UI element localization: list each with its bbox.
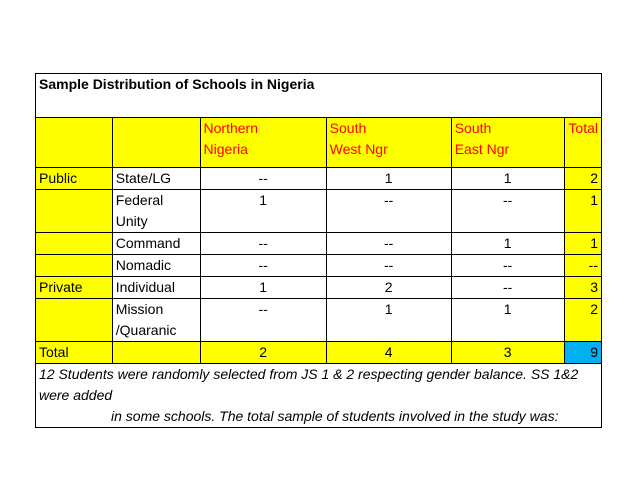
type-line: Unity: [115, 213, 148, 229]
type-line: Federal: [115, 192, 164, 208]
northern-cell: --: [200, 255, 326, 277]
total-row-empty: [112, 342, 200, 364]
southeast-cell: --: [451, 277, 564, 299]
table-row: [36, 190, 602, 233]
northern-cell: 1: [200, 277, 326, 299]
footnote: [36, 364, 602, 428]
southwest-cell: --: [326, 190, 451, 233]
type-cell: State/LG: [112, 168, 200, 190]
southwest-cell: 2: [326, 277, 451, 299]
total-cell: 3: [564, 277, 601, 299]
total-row-label: Total: [36, 342, 113, 364]
header-southwest-line1: South: [329, 120, 367, 136]
total-row: [36, 342, 602, 364]
northern-cell: --: [200, 299, 326, 342]
total-northern: 2: [200, 342, 326, 364]
header-southeast: [451, 118, 564, 168]
group-cell: [36, 190, 113, 233]
header-northern: [200, 118, 326, 168]
header-southeast-line1: South: [454, 120, 492, 136]
total-cell: 1: [564, 233, 601, 255]
type-cell: Command: [112, 233, 200, 255]
group-cell: Private: [36, 277, 113, 299]
distribution-table: [35, 73, 602, 428]
grand-total: 9: [564, 342, 601, 364]
southwest-cell: 1: [326, 299, 451, 342]
type-line: Mission: [115, 301, 164, 317]
table-row: [36, 277, 602, 299]
header-southwest: [326, 118, 451, 168]
header-row: [36, 118, 602, 168]
southwest-cell: --: [326, 233, 451, 255]
header-empty-group: [36, 118, 113, 168]
header-total: Total: [564, 118, 601, 168]
total-southwest: 4: [326, 342, 451, 364]
southeast-cell: 1: [451, 233, 564, 255]
footnote-line1: 12 Students were randomly selected from JS 1 & 2 respecting gender balance. SS 1&2 were added: [39, 366, 579, 403]
header-northern-line2: Nigeria: [203, 141, 248, 157]
northern-cell: 1: [200, 190, 326, 233]
type-cell: Nomadic: [112, 255, 200, 277]
southeast-cell: 1: [451, 299, 564, 342]
southeast-cell: --: [451, 190, 564, 233]
total-cell: 1: [564, 190, 601, 233]
northern-cell: --: [200, 168, 326, 190]
group-cell: [36, 233, 113, 255]
note-row: [36, 364, 602, 428]
total-southeast: 3: [451, 342, 564, 364]
southeast-cell: 1: [451, 168, 564, 190]
total-cell: 2: [564, 299, 601, 342]
table-row: [36, 168, 602, 190]
type-cell: Individual: [112, 277, 200, 299]
header-empty-type: [112, 118, 200, 168]
southeast-cell: --: [451, 255, 564, 277]
footnote-line2: in some schools. The total sample of students involved in the study was:: [111, 408, 559, 424]
type-cell: [112, 190, 200, 233]
header-southeast-line2: East Ngr: [454, 141, 510, 157]
table-row: [36, 233, 602, 255]
type-cell: [112, 299, 200, 342]
header-northern-line1: Northern: [203, 120, 258, 136]
table-row: [36, 299, 602, 342]
group-cell: [36, 255, 113, 277]
southwest-cell: --: [326, 255, 451, 277]
type-line: /Quaranic: [115, 322, 177, 338]
table-title: Sample Distribution of Schools in Nigeria: [36, 74, 602, 118]
group-cell: Public: [36, 168, 113, 190]
table-row: [36, 255, 602, 277]
group-cell: [36, 299, 113, 342]
southwest-cell: 1: [326, 168, 451, 190]
header-southwest-line2: West Ngr: [329, 141, 388, 157]
total-cell: 2: [564, 168, 601, 190]
northern-cell: --: [200, 233, 326, 255]
total-cell: --: [564, 255, 601, 277]
